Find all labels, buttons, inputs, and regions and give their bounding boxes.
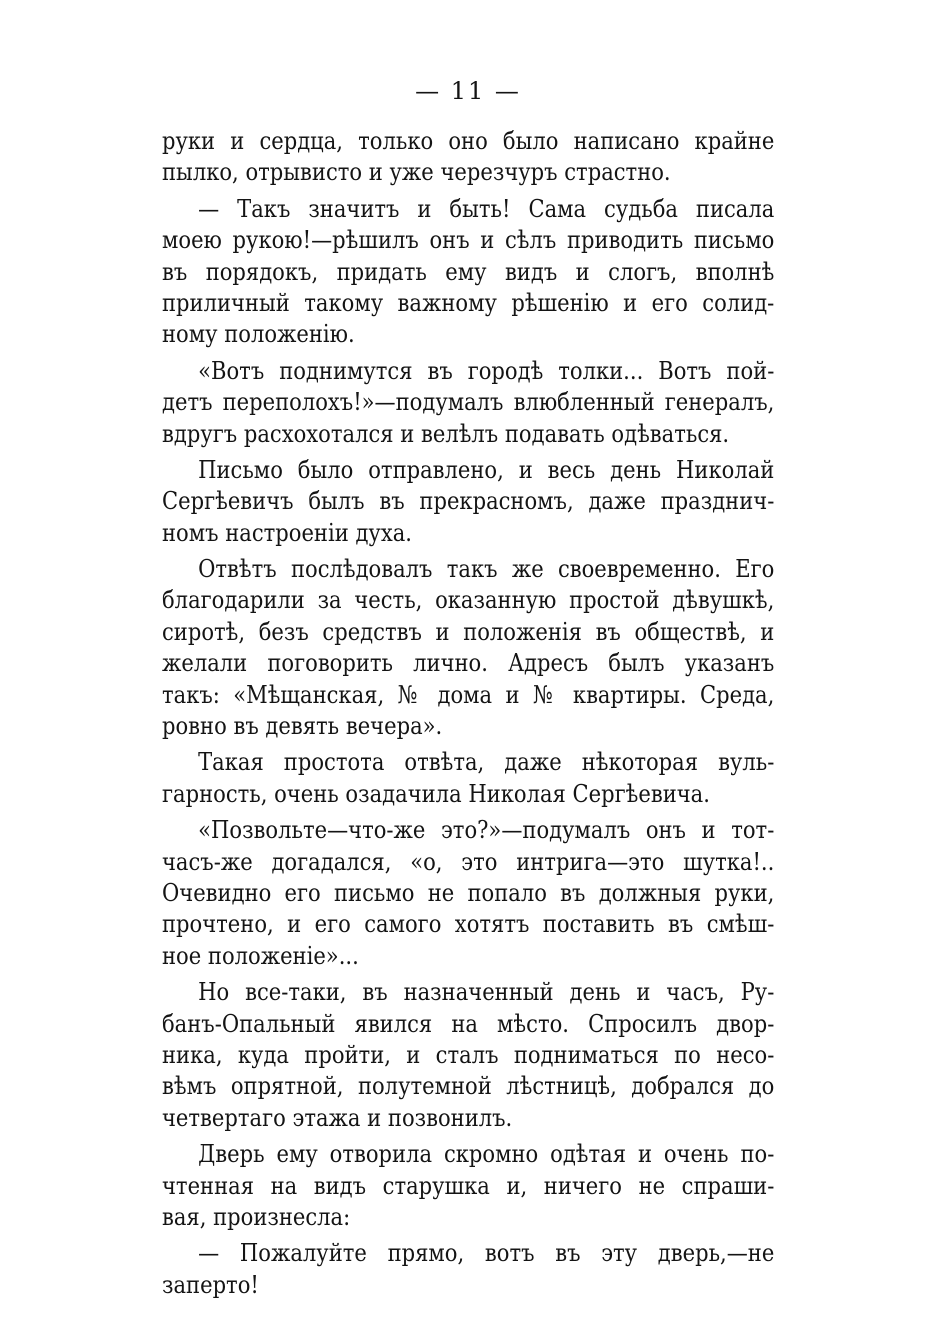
text-line: пылко, отрывисто и уже черезчуръ страстно. xyxy=(162,157,671,187)
text-line: банъ-Опальный явился на мѣсто. Спросилъ двор- xyxy=(162,1008,775,1038)
text-line: прочтено, и его самого хотятъ поставить въ смѣш- xyxy=(162,909,775,939)
paragraph xyxy=(162,976,774,1133)
paragraph xyxy=(162,193,774,350)
text-line: Отвѣтъ послѣдовалъ такъ же своевременно. Его xyxy=(198,554,775,584)
text-line: Такая простота отвѣта, даже нѣкоторая вуль- xyxy=(198,747,775,777)
text-line: благодарили за честь, оказанную простой дѣвушкѣ, xyxy=(162,585,775,615)
paragraph xyxy=(162,746,774,809)
text-line: въ порядокъ, придать ему видъ и слогъ, вполнѣ xyxy=(162,256,775,286)
text-line: Дверь ему отворила скромно одѣтая и очень по- xyxy=(198,1139,775,1169)
text-line: вдругъ расхохотался и велѣлъ подавать одѣваться. xyxy=(162,418,730,448)
paragraph xyxy=(162,355,774,449)
text-line: заперто! xyxy=(162,1269,259,1299)
text-line: ника, куда пройти, и сталъ подниматься по несо- xyxy=(162,1039,775,1069)
text-line: ное положеніе»... xyxy=(162,940,359,970)
text-line: номъ настроеніи духа. xyxy=(162,517,412,547)
text-line: желали поговорить лично. Адресъ былъ указанъ xyxy=(162,648,775,678)
paragraph xyxy=(162,125,774,188)
text-line: — Пожалуйте прямо, вотъ въ эту дверь,—не xyxy=(198,1238,775,1268)
text-line: ровно въ девять вечера». xyxy=(162,711,443,741)
text-line: вѣмъ опрятной, полутемной лѣстницѣ, добрался до xyxy=(162,1071,775,1101)
paragraph xyxy=(162,1237,774,1300)
text-line: четвертаго этажа и позвонилъ. xyxy=(162,1102,513,1132)
paragraph xyxy=(162,814,774,971)
text-line: приличный такому важному рѣшенію и его солид- xyxy=(162,287,775,317)
text-line: такъ: «Мѣщанская, № дома и № квартиры. Среда, xyxy=(162,679,775,709)
text-line: — Такъ значитъ и быть! Сама судьба писала xyxy=(198,193,775,223)
paragraph xyxy=(162,553,774,741)
body-text xyxy=(162,125,774,1305)
text-line: Очевидно его письмо не попало въ должныя руки, xyxy=(162,877,775,907)
text-line: Письмо было отправлено, и весь день Николай xyxy=(198,454,775,484)
paragraph xyxy=(162,454,774,548)
text-line: чтенная на видъ старушка и, ничего не спраши- xyxy=(162,1170,775,1200)
text-line: гарность, очень озадачила Николая Сергѣевича. xyxy=(162,778,710,808)
text-line: «Вотъ поднимутся въ городѣ толки... Вотъ пой- xyxy=(198,355,775,385)
text-line: «Позвольте—что-же это?»—подумалъ онъ и тот- xyxy=(198,815,775,845)
text-line: Сергѣевичъ былъ въ прекрасномъ, даже празднич- xyxy=(162,486,775,516)
paragraph xyxy=(162,1138,774,1232)
text-line: ному положенію. xyxy=(162,319,355,349)
text-line: моею рукою!—рѣшилъ онъ и сѣлъ приводить письмо xyxy=(162,225,775,255)
text-line: часъ-же догадался, «о, это интрига—это шутка!.. xyxy=(162,846,775,876)
text-line: вая, произнесла: xyxy=(162,1201,351,1231)
text-line: сиротѣ, безъ средствъ и положенія въ обществѣ, и xyxy=(162,616,775,646)
text-line: детъ переполохъ!»—подумалъ влюбленный генералъ, xyxy=(162,387,775,417)
text-line: руки и сердца, только оно было написано крайне xyxy=(162,126,775,155)
text-line: Но все-таки, въ назначенный день и часъ, Ру- xyxy=(198,977,775,1007)
page-number: — 11 — xyxy=(415,77,521,105)
